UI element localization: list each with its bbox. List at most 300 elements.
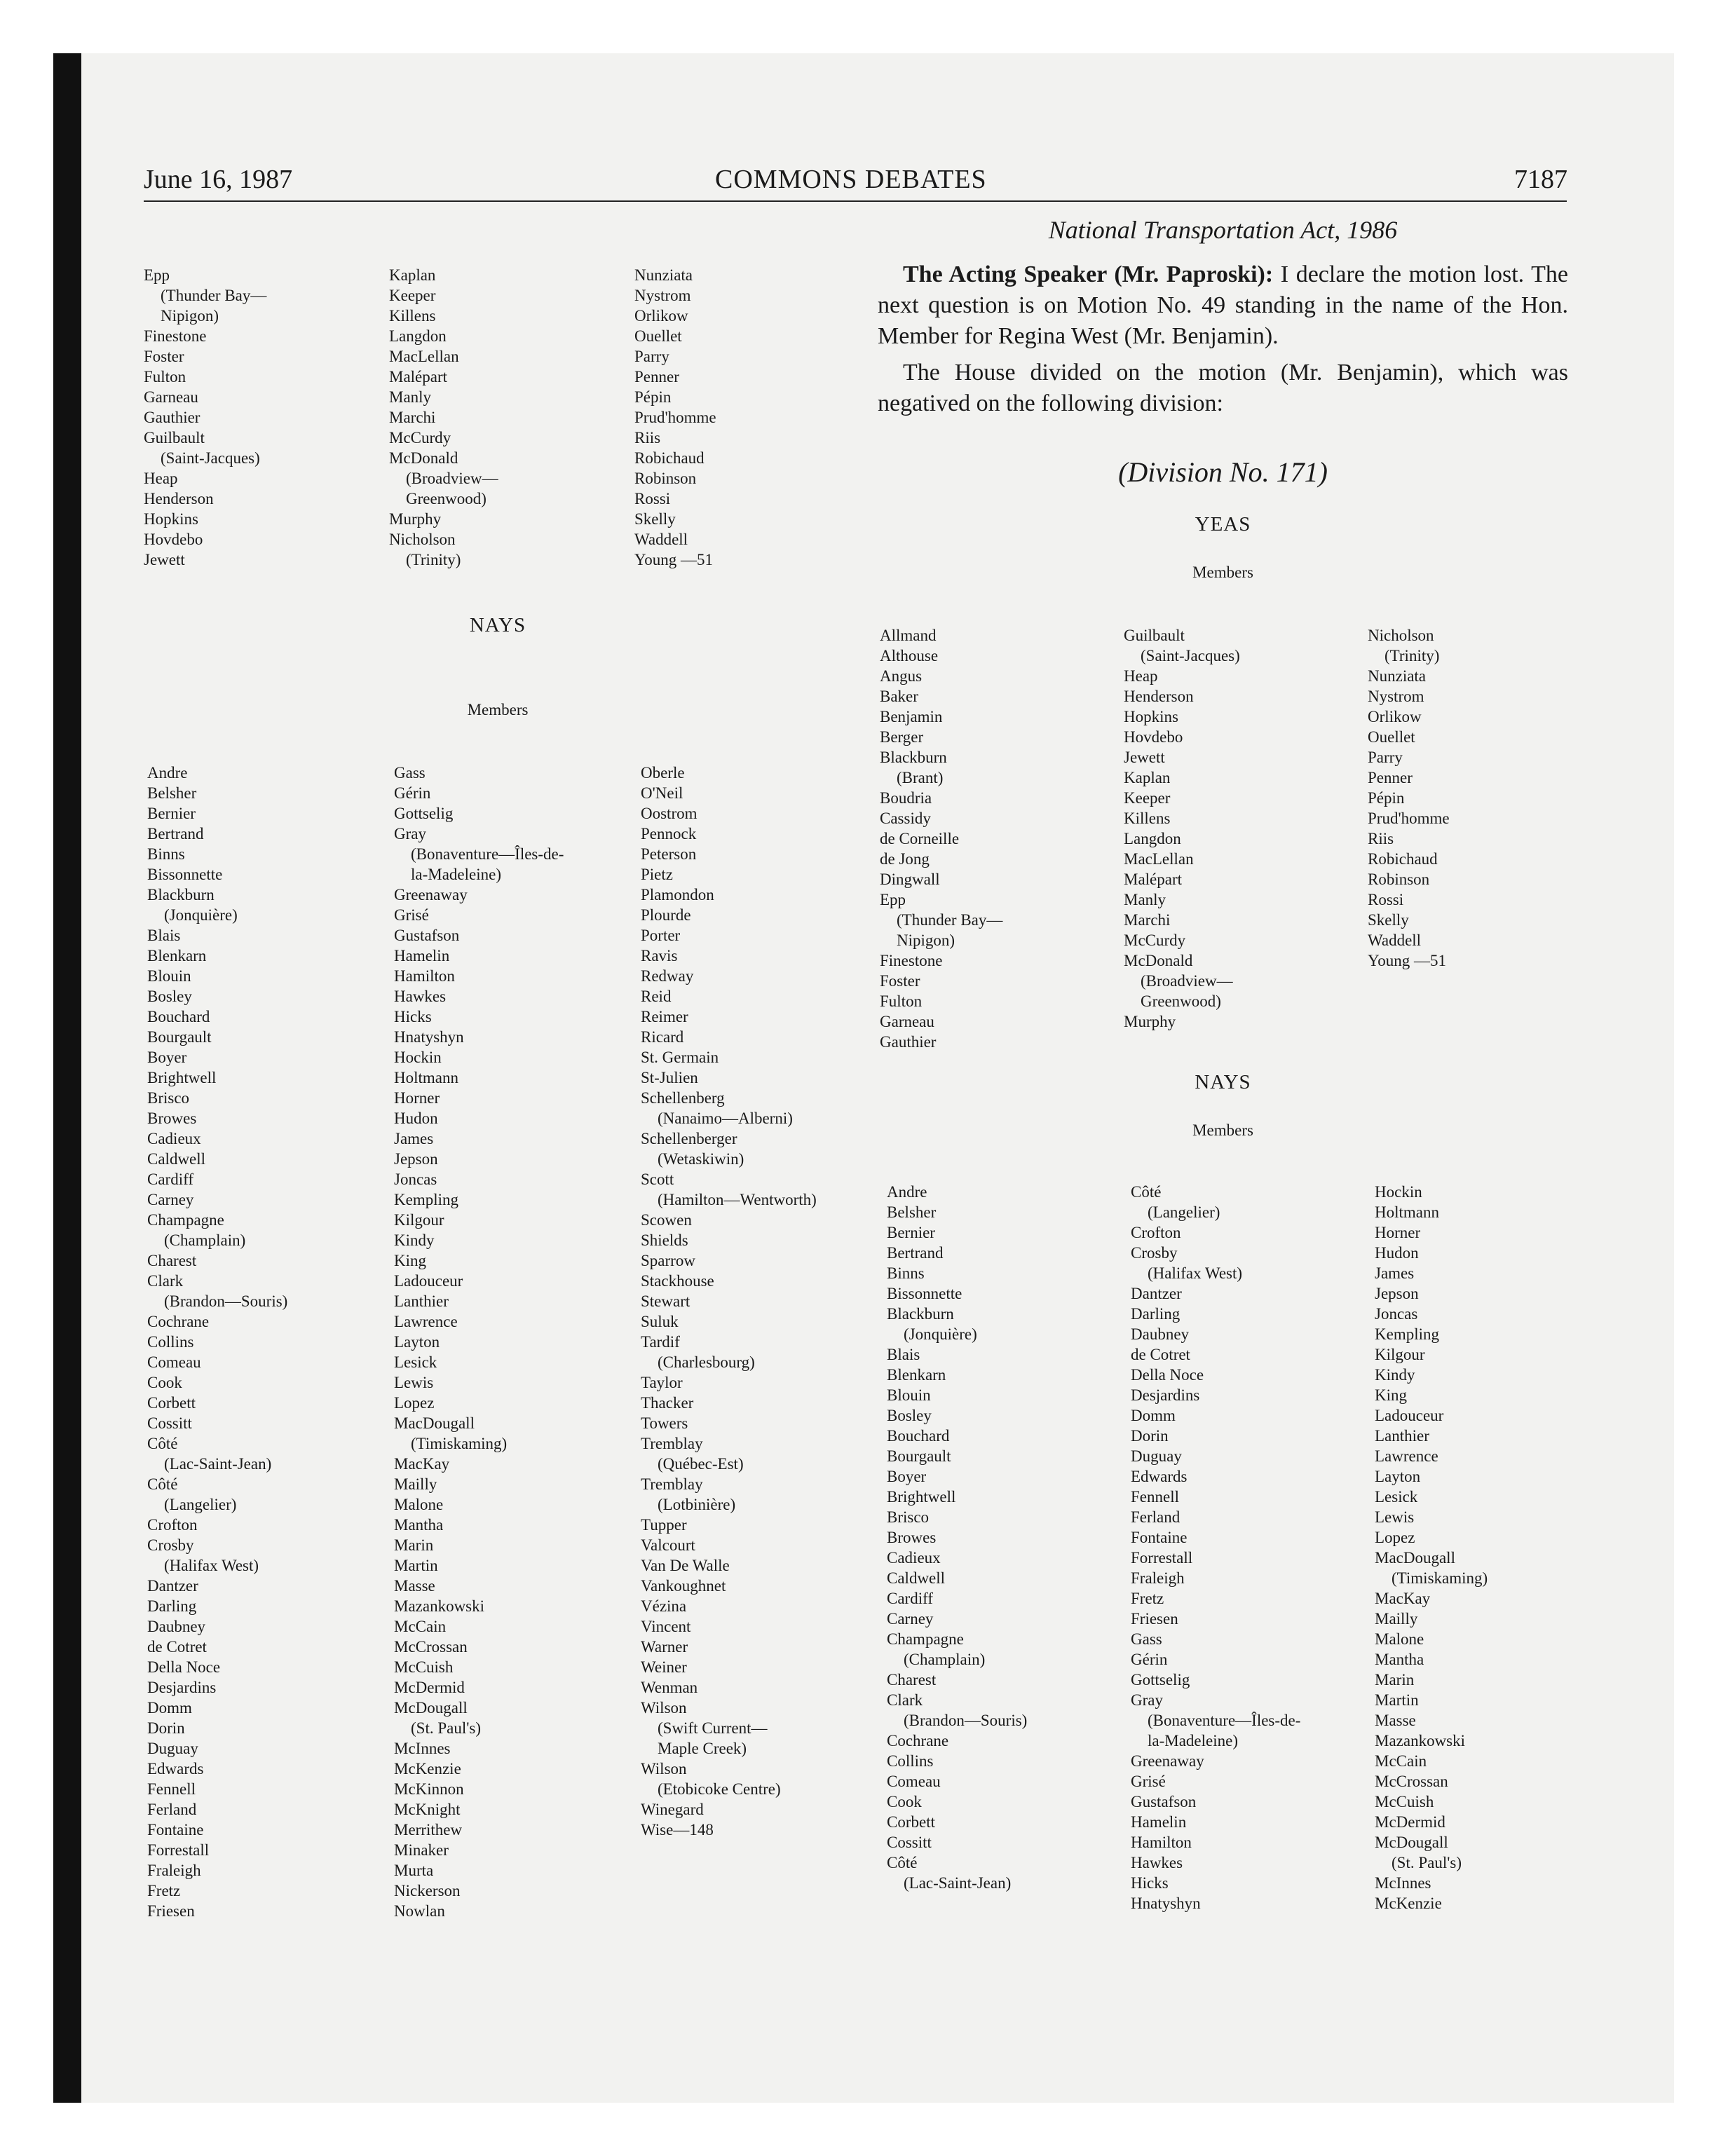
member-entry: (Halifax West) bbox=[1148, 1264, 1243, 1282]
member-entry: Althouse bbox=[880, 647, 939, 664]
member-entry: Benjamin bbox=[880, 708, 943, 725]
member-entry: Waddell bbox=[1368, 932, 1422, 949]
member-entry: Blackburn bbox=[147, 886, 215, 903]
member-entry: Nicholson bbox=[1368, 627, 1434, 644]
member-entry: Lanthier bbox=[394, 1292, 449, 1310]
member-entry: Cardiff bbox=[147, 1171, 194, 1188]
member-entry: Epp bbox=[880, 891, 906, 908]
member-entry: Darling bbox=[147, 1597, 197, 1615]
nays-left-col-3 bbox=[641, 763, 817, 1840]
yeas-continued-col-1 bbox=[144, 265, 266, 570]
nays-members-right: Members bbox=[1192, 1121, 1253, 1139]
member-entry: Domm bbox=[147, 1699, 192, 1717]
member-entry: Browes bbox=[147, 1110, 197, 1127]
member-entry: St. Germain bbox=[641, 1049, 719, 1066]
member-entry: Kindy bbox=[1375, 1366, 1415, 1384]
member-entry: Riis bbox=[1368, 830, 1394, 847]
member-entry: Blouin bbox=[147, 967, 191, 985]
yeas-right-col-3 bbox=[1368, 625, 1450, 971]
member-entry: Blenkarn bbox=[887, 1366, 946, 1384]
member-entry: de Corneille bbox=[880, 830, 960, 847]
member-entry: Malépart bbox=[389, 368, 448, 386]
member-entry: Malone bbox=[1375, 1630, 1424, 1648]
member-entry: MacDougall bbox=[1375, 1549, 1455, 1567]
member-entry: Ouellet bbox=[634, 327, 682, 345]
member-entry: Bosley bbox=[887, 1407, 932, 1424]
member-entry: Blouin bbox=[887, 1386, 931, 1404]
member-entry: Tremblay bbox=[641, 1435, 703, 1452]
member-entry: Clark bbox=[147, 1272, 184, 1290]
member-entry: Angus bbox=[880, 667, 923, 685]
member-entry: Killens bbox=[389, 307, 436, 325]
member-entry: Brightwell bbox=[147, 1069, 217, 1086]
member-entry: Andre bbox=[887, 1183, 927, 1201]
member-entry: Gustafson bbox=[1131, 1793, 1197, 1810]
member-entry: Bernier bbox=[887, 1224, 935, 1241]
member-entry: de Cotret bbox=[1131, 1346, 1190, 1363]
member-entry: Guilbault bbox=[1124, 627, 1185, 644]
header-title: COMMONS DEBATES bbox=[715, 165, 987, 194]
member-entry: (Hamilton—Wentworth) bbox=[658, 1191, 817, 1208]
member-entry: Thacker bbox=[641, 1394, 694, 1412]
member-entry: Peterson bbox=[641, 845, 697, 863]
member-entry: Hamilton bbox=[394, 967, 455, 985]
member-entry: Schellenberg bbox=[641, 1089, 725, 1107]
member-entry: (Broadview— bbox=[1141, 972, 1233, 990]
member-entry: MacKay bbox=[394, 1455, 450, 1473]
member-entry: Forrestall bbox=[1131, 1549, 1193, 1567]
member-entry: McCain bbox=[1375, 1752, 1427, 1770]
member-entry: Lopez bbox=[394, 1394, 435, 1412]
member-entry: Duguay bbox=[1131, 1447, 1182, 1465]
member-entry: Corbett bbox=[887, 1813, 935, 1831]
member-entry: Nipigon) bbox=[897, 932, 955, 949]
member-entry: Ravis bbox=[641, 947, 678, 964]
member-entry: Penner bbox=[634, 368, 679, 386]
member-entry: Rossi bbox=[634, 490, 671, 507]
member-entry: Blais bbox=[887, 1346, 920, 1363]
member-entry: Prud'homme bbox=[634, 409, 716, 426]
member-entry: (Jonquière) bbox=[164, 906, 238, 924]
member-entry: Berger bbox=[880, 728, 924, 746]
member-entry: de Jong bbox=[880, 850, 930, 868]
member-entry: Langdon bbox=[1124, 830, 1181, 847]
nays-right-col-2 bbox=[1131, 1182, 1300, 1913]
member-entry: Friesen bbox=[1131, 1610, 1178, 1628]
member-entry: McDermid bbox=[1375, 1813, 1445, 1831]
member-entry: (Lac-Saint-Jean) bbox=[164, 1455, 272, 1473]
member-entry: (Champlain) bbox=[164, 1231, 246, 1249]
member-entry: Greenaway bbox=[394, 886, 468, 903]
member-entry: Oostrom bbox=[641, 805, 698, 822]
member-entry: Nunziata bbox=[1368, 667, 1427, 685]
yeas-right-col-2 bbox=[1124, 625, 1240, 1032]
member-entry: Grisé bbox=[1131, 1773, 1166, 1790]
member-entry: Holtmann bbox=[1375, 1203, 1439, 1221]
member-entry: Robinson bbox=[1368, 871, 1430, 888]
member-entry: Murphy bbox=[1124, 1013, 1176, 1030]
member-entry: Domm bbox=[1131, 1407, 1176, 1424]
member-entry: Gass bbox=[394, 764, 426, 782]
member-entry: Caldwell bbox=[147, 1150, 206, 1168]
member-entry: Skelly bbox=[1368, 911, 1409, 929]
member-entry: (Swift Current— bbox=[658, 1719, 768, 1737]
member-entry: Hawkes bbox=[394, 988, 447, 1005]
member-entry: Ladouceur bbox=[1375, 1407, 1444, 1424]
member-entry: (Trinity) bbox=[406, 551, 461, 568]
member-entry: Masse bbox=[394, 1577, 435, 1595]
member-entry: Orlikow bbox=[1368, 708, 1422, 725]
member-entry: Marin bbox=[1375, 1671, 1415, 1688]
member-entry: Towers bbox=[641, 1414, 688, 1432]
member-entry: Hovdebo bbox=[144, 531, 203, 548]
member-entry: Merrithew bbox=[394, 1821, 463, 1838]
member-entry: Henderson bbox=[1124, 688, 1194, 705]
member-entry: Cochrane bbox=[147, 1313, 210, 1330]
member-entry: Stackhouse bbox=[641, 1272, 714, 1290]
member-entry: Binns bbox=[147, 845, 185, 863]
member-entry: (St. Paul's) bbox=[1392, 1854, 1462, 1871]
member-entry: Grisé bbox=[394, 906, 429, 924]
member-entry: Corbett bbox=[147, 1394, 196, 1412]
member-entry: Winegard bbox=[641, 1801, 704, 1818]
member-entry: Vézina bbox=[641, 1597, 687, 1615]
member-entry: Daubney bbox=[147, 1618, 206, 1635]
member-entry: Jepson bbox=[1375, 1285, 1419, 1302]
member-entry: Marin bbox=[394, 1536, 434, 1554]
member-entry: McDonald bbox=[389, 449, 458, 467]
member-entry: Gérin bbox=[1131, 1651, 1168, 1668]
member-entry: Edwards bbox=[1131, 1468, 1188, 1485]
member-entry: Hamilton bbox=[1131, 1834, 1192, 1851]
member-entry: Gottselig bbox=[394, 805, 454, 822]
member-entry: MacLellan bbox=[389, 348, 459, 365]
member-entry: Vincent bbox=[641, 1618, 691, 1635]
member-entry: Mantha bbox=[1375, 1651, 1424, 1668]
member-entry: Martin bbox=[394, 1557, 438, 1574]
member-entry: Penner bbox=[1368, 769, 1413, 786]
member-entry: Bertrand bbox=[147, 825, 204, 842]
member-entry: Stewart bbox=[641, 1292, 690, 1310]
division-number: (Division No. 171) bbox=[1118, 456, 1328, 488]
member-entry: Fulton bbox=[144, 368, 186, 386]
member-entry: Van De Walle bbox=[641, 1557, 730, 1574]
member-entry: (Trinity) bbox=[1384, 647, 1440, 664]
member-entry: Pépin bbox=[1368, 789, 1405, 807]
member-entry: McKenzie bbox=[1375, 1895, 1442, 1912]
member-entry: (Bonaventure—Îles-de- bbox=[1148, 1712, 1301, 1729]
member-entry: Fennell bbox=[147, 1780, 196, 1798]
member-entry: Fennell bbox=[1131, 1488, 1179, 1506]
member-entry: de Cotret bbox=[147, 1638, 207, 1656]
speaker-text: I declare the motion lost. The next question is on Motion No. 49 standing in the name of the Hon. Member for Regina West (Mr. Benjamin). bbox=[878, 261, 1569, 349]
member-entry: Prud'homme bbox=[1368, 810, 1450, 827]
member-entry: Horner bbox=[394, 1089, 440, 1107]
member-entry: Carney bbox=[147, 1191, 194, 1208]
member-entry: Malépart bbox=[1124, 871, 1183, 888]
member-entry: Tardif bbox=[641, 1333, 680, 1351]
member-entry: Fretz bbox=[1131, 1590, 1164, 1607]
member-entry: Comeau bbox=[147, 1353, 201, 1371]
member-entry: Valcourt bbox=[641, 1536, 695, 1554]
member-entry: Marchi bbox=[1124, 911, 1171, 929]
member-entry: O'Neil bbox=[641, 784, 683, 802]
member-entry: (Thunder Bay— bbox=[161, 287, 267, 304]
member-entry: Belsher bbox=[147, 784, 197, 802]
member-entry: Hicks bbox=[394, 1008, 432, 1025]
scan-edge-bar bbox=[53, 53, 81, 2103]
member-entry: Cossitt bbox=[887, 1834, 932, 1851]
member-entry: Lanthier bbox=[1375, 1427, 1429, 1445]
member-entry: Fraleigh bbox=[147, 1862, 201, 1879]
member-entry: Côté bbox=[887, 1854, 918, 1871]
member-entry: McDougall bbox=[394, 1699, 468, 1717]
member-entry: Hamelin bbox=[394, 947, 450, 964]
member-entry: Mazankowski bbox=[1375, 1732, 1466, 1749]
member-entry: Charest bbox=[147, 1252, 197, 1269]
member-entry: Fretz bbox=[147, 1882, 181, 1899]
member-entry: Horner bbox=[1375, 1224, 1421, 1241]
member-entry: Lewis bbox=[394, 1374, 434, 1391]
member-entry: King bbox=[1375, 1386, 1407, 1404]
member-entry: (St. Paul's) bbox=[411, 1719, 481, 1737]
member-entry: Holtmann bbox=[394, 1069, 458, 1086]
member-entry: Lopez bbox=[1375, 1529, 1415, 1546]
member-entry: Gray bbox=[1131, 1691, 1163, 1709]
member-entry: Layton bbox=[394, 1333, 440, 1351]
member-entry: Fraleigh bbox=[1131, 1569, 1185, 1587]
member-entry: Scowen bbox=[641, 1211, 692, 1229]
member-entry: Cadieux bbox=[887, 1549, 941, 1567]
member-entry: Young —51 bbox=[634, 551, 714, 568]
member-entry: McInnes bbox=[1375, 1874, 1431, 1892]
member-entry: Cook bbox=[147, 1374, 182, 1391]
member-entry: Hudon bbox=[1375, 1244, 1419, 1262]
member-entry: Bouchard bbox=[887, 1427, 950, 1445]
member-entry: Brightwell bbox=[887, 1488, 956, 1506]
member-entry: (Québec-Est) bbox=[658, 1455, 744, 1473]
member-entry: Dantzer bbox=[147, 1577, 198, 1595]
member-entry: Orlikow bbox=[634, 307, 688, 325]
member-entry: Crosby bbox=[1131, 1244, 1178, 1262]
member-entry: King bbox=[394, 1252, 426, 1269]
member-entry: Wilson bbox=[641, 1760, 687, 1778]
member-entry: (Etobicoke Centre) bbox=[658, 1780, 781, 1798]
member-entry: Waddell bbox=[634, 531, 688, 548]
member-entry: MacKay bbox=[1375, 1590, 1431, 1607]
member-entry: (Timiskaming) bbox=[411, 1435, 508, 1452]
member-entry: Murphy bbox=[389, 510, 442, 528]
member-entry: Lesick bbox=[1375, 1488, 1418, 1506]
member-entry: Dantzer bbox=[1131, 1285, 1182, 1302]
nays-members-left: Members bbox=[467, 701, 529, 718]
member-entry: Bouchard bbox=[147, 1008, 210, 1025]
member-entry: (Langelier) bbox=[164, 1496, 237, 1513]
member-entry: Pépin bbox=[634, 388, 672, 406]
member-entry: Hockin bbox=[394, 1049, 442, 1066]
member-entry: Parry bbox=[1368, 749, 1403, 766]
member-entry: Boyer bbox=[887, 1468, 927, 1485]
member-entry: Reid bbox=[641, 988, 672, 1005]
member-entry: Foster bbox=[144, 348, 184, 365]
member-entry: Nicholson bbox=[389, 531, 456, 548]
member-entry: Lesick bbox=[394, 1353, 437, 1371]
member-entry: McCurdy bbox=[1124, 932, 1186, 949]
member-entry: Côté bbox=[147, 1435, 178, 1452]
member-entry: Plamondon bbox=[641, 886, 714, 903]
member-entry: Kaplan bbox=[389, 266, 436, 284]
member-entry: McCain bbox=[394, 1618, 447, 1635]
member-entry: Fontaine bbox=[147, 1821, 204, 1838]
member-entry: Cochrane bbox=[887, 1732, 949, 1749]
member-entry: Henderson bbox=[144, 490, 214, 507]
member-entry: Joncas bbox=[1375, 1305, 1418, 1323]
member-entry: Clark bbox=[887, 1691, 923, 1709]
member-entry: (Nanaimo—Alberni) bbox=[658, 1110, 793, 1127]
member-entry: Marchi bbox=[389, 409, 436, 426]
member-entry: Redway bbox=[641, 967, 694, 985]
member-entry: (Langelier) bbox=[1148, 1203, 1220, 1221]
member-entry: Mazankowski bbox=[394, 1597, 485, 1615]
member-entry: (Timiskaming) bbox=[1392, 1569, 1488, 1587]
member-entry: Pennock bbox=[641, 825, 697, 842]
header-date: June 16, 1987 bbox=[144, 165, 293, 194]
member-entry: la-Madeleine) bbox=[1148, 1732, 1238, 1749]
member-entry: Hamelin bbox=[1131, 1813, 1187, 1831]
member-entry: Hnatyshyn bbox=[1131, 1895, 1201, 1912]
member-entry: Bissonnette bbox=[147, 866, 223, 883]
member-entry: Gray bbox=[394, 825, 426, 842]
member-entry: Gauthier bbox=[144, 409, 200, 426]
member-entry: Scott bbox=[641, 1171, 674, 1188]
member-entry: Riis bbox=[634, 429, 661, 446]
speaker-paragraph bbox=[878, 259, 1568, 352]
member-entry: Forrestall bbox=[147, 1841, 210, 1859]
member-entry: Côté bbox=[1131, 1183, 1162, 1201]
member-entry: Dingwall bbox=[880, 871, 940, 888]
member-entry: Browes bbox=[887, 1529, 937, 1546]
member-entry: Hockin bbox=[1375, 1183, 1422, 1201]
nays-left-col-1 bbox=[147, 763, 287, 1921]
member-entry: Gottselig bbox=[1131, 1671, 1190, 1688]
member-entry: Gass bbox=[1131, 1630, 1162, 1648]
member-entry: (Saint-Jacques) bbox=[161, 449, 260, 467]
member-entry: Mailly bbox=[394, 1475, 437, 1493]
member-entry: Taylor bbox=[641, 1374, 683, 1391]
member-entry: Keeper bbox=[1124, 789, 1171, 807]
member-entry: (Brandon—Souris) bbox=[164, 1292, 288, 1310]
member-entry: Schellenberger bbox=[641, 1130, 737, 1147]
member-entry: (Halifax West) bbox=[164, 1557, 259, 1574]
member-entry: Caldwell bbox=[887, 1569, 946, 1587]
member-entry: Foster bbox=[880, 972, 920, 990]
member-entry: Manly bbox=[1124, 891, 1166, 908]
member-entry: Edwards bbox=[147, 1760, 204, 1778]
member-entry: Robichaud bbox=[1368, 850, 1438, 868]
member-entry: Cook bbox=[887, 1793, 922, 1810]
member-entry: Hawkes bbox=[1131, 1854, 1183, 1871]
header-rule bbox=[144, 200, 1567, 202]
member-entry: Carney bbox=[887, 1610, 934, 1628]
member-entry: (Saint-Jacques) bbox=[1141, 647, 1240, 664]
member-entry: Kaplan bbox=[1124, 769, 1171, 786]
member-entry: Killens bbox=[1124, 810, 1171, 827]
member-entry: McKnight bbox=[394, 1801, 461, 1818]
member-entry: Della Noce bbox=[147, 1658, 221, 1676]
member-entry: McCuish bbox=[394, 1658, 454, 1676]
member-entry: Finestone bbox=[880, 952, 943, 969]
member-entry: Robinson bbox=[634, 470, 697, 487]
member-entry: Nunziata bbox=[634, 266, 693, 284]
member-entry: Hopkins bbox=[1124, 708, 1178, 725]
member-entry: McKenzie bbox=[394, 1760, 461, 1778]
member-entry: Ladouceur bbox=[394, 1272, 463, 1290]
member-entry: McInnes bbox=[394, 1740, 451, 1757]
member-entry: Minaker bbox=[394, 1841, 449, 1859]
nays-heading-right: NAYS bbox=[1195, 1071, 1251, 1093]
member-entry: Greenwood) bbox=[406, 490, 487, 507]
member-entry: (Bonaventure—Îles-de- bbox=[411, 845, 564, 863]
member-entry: Friesen bbox=[147, 1902, 195, 1920]
member-entry: McCrossan bbox=[1375, 1773, 1448, 1790]
member-entry: Martin bbox=[1375, 1691, 1419, 1709]
member-entry: Blenkarn bbox=[147, 947, 207, 964]
member-entry: Gauthier bbox=[880, 1033, 937, 1051]
member-entry: Oberle bbox=[641, 764, 685, 782]
member-entry: Lewis bbox=[1375, 1508, 1415, 1526]
member-entry: Malone bbox=[394, 1496, 444, 1513]
member-entry: Nystrom bbox=[1368, 688, 1424, 705]
member-entry: Collins bbox=[887, 1752, 934, 1770]
member-entry: St-Julien bbox=[641, 1069, 698, 1086]
member-entry: Heap bbox=[144, 470, 178, 487]
member-entry: Comeau bbox=[887, 1773, 941, 1790]
member-entry: (Lotbinière) bbox=[658, 1496, 736, 1513]
member-entry: Nystrom bbox=[634, 287, 691, 304]
nays-left-col-2 bbox=[394, 763, 564, 1921]
member-entry: Parry bbox=[634, 348, 669, 365]
nays-right-col-1 bbox=[887, 1182, 1027, 1893]
member-entry: Crosby bbox=[147, 1536, 194, 1554]
member-entry: Baker bbox=[880, 688, 918, 705]
member-entry: Sparrow bbox=[641, 1252, 695, 1269]
member-entry: Robichaud bbox=[634, 449, 705, 467]
member-entry: Lawrence bbox=[1375, 1447, 1438, 1465]
member-entry: Garneau bbox=[144, 388, 198, 406]
member-entry: Keeper bbox=[389, 287, 436, 304]
member-entry: Wenman bbox=[641, 1679, 698, 1696]
yeas-right-col-1 bbox=[880, 625, 1002, 1052]
member-entry: Greenwood) bbox=[1141, 992, 1221, 1010]
member-entry: (Lac-Saint-Jean) bbox=[904, 1874, 1012, 1892]
member-entry: (Thunder Bay— bbox=[897, 911, 1003, 929]
member-entry: McCrossan bbox=[394, 1638, 468, 1656]
member-entry: la-Madeleine) bbox=[411, 866, 501, 883]
member-entry: Blackburn bbox=[880, 749, 947, 766]
nays-right-col-3 bbox=[1375, 1182, 1488, 1913]
member-entry: Weiner bbox=[641, 1658, 687, 1676]
yeas-heading: YEAS bbox=[1195, 513, 1251, 535]
speaker-name: The Acting Speaker (Mr. Paproski): bbox=[903, 261, 1274, 287]
member-entry: Dorin bbox=[147, 1719, 185, 1737]
member-entry: Epp bbox=[144, 266, 170, 284]
member-entry: Boudria bbox=[880, 789, 932, 807]
member-entry: Joncas bbox=[394, 1171, 437, 1188]
member-entry: Nowlan bbox=[394, 1902, 445, 1920]
member-entry: Guilbault bbox=[144, 429, 205, 446]
member-entry: Hovdebo bbox=[1124, 728, 1183, 746]
member-entry: Duguay bbox=[147, 1740, 198, 1757]
